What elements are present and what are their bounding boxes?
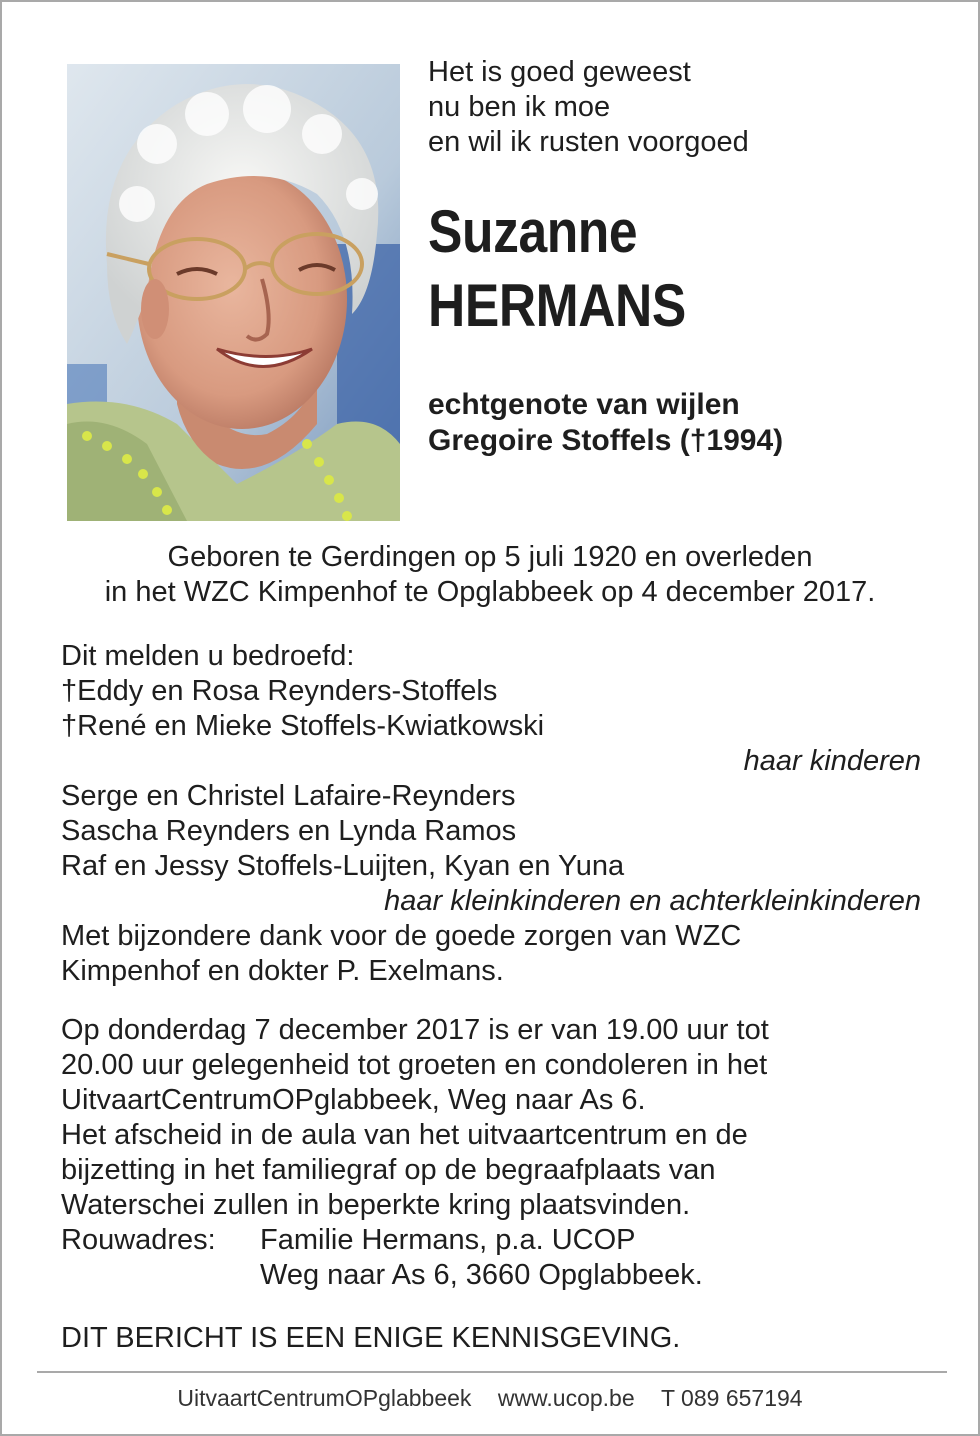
- address-line-2: Weg naar As 6, 3660 Opglabbeek.: [260, 1259, 703, 1291]
- ceremony-line: Op donderdag 7 december 2017 is er van 19.00 uur tot: [61, 1014, 769, 1046]
- family-section: [61, 639, 921, 989]
- ceremony-line: Waterschei zullen in beperkte kring plaatsvinden.: [61, 1189, 691, 1221]
- deceased-name: [428, 195, 948, 343]
- birth-line: Geboren te Gerdingen op 5 juli 1920 en overleden: [167, 541, 813, 573]
- portrait-illustration: [67, 64, 400, 521]
- address-row: [61, 1258, 921, 1293]
- last-name: HERMANS: [428, 272, 686, 339]
- thanks-line: Met bijzondere dank voor de goede zorgen van WZC: [61, 920, 742, 952]
- address-row: [61, 1223, 921, 1258]
- grandchild-line: Sascha Reynders en Lynda Ramos: [61, 815, 517, 847]
- ceremony-line: Het afscheid in de aula van het uitvaartcentrum en de: [61, 1119, 748, 1151]
- portrait-photo: [67, 64, 400, 521]
- ceremony-section: [61, 1013, 921, 1293]
- spouse-info: [428, 387, 958, 459]
- notice: [61, 1321, 921, 1356]
- footer-divider: [37, 1371, 947, 1373]
- footer-website[interactable]: www.ucop.be: [497, 1385, 635, 1411]
- ceremony-line: 20.00 uur gelegenheid tot groeten en condoleren in het: [61, 1049, 768, 1081]
- notice-text: DIT BERICHT IS EEN ENIGE KENNISGEVING.: [61, 1322, 681, 1354]
- child-line: †Eddy en Rosa Reynders-Stoffels: [61, 675, 498, 707]
- ceremony-line: bijzetting in het familiegraf op de begraafplaats van: [61, 1154, 716, 1186]
- poem-line: nu ben ik moe: [428, 91, 611, 123]
- address-spacer: [61, 1258, 260, 1293]
- spouse-line: echtgenote van wijlen: [428, 388, 740, 421]
- thanks-line: Kimpenhof en dokter P. Exelmans.: [61, 955, 504, 987]
- poem-line: en wil ik rusten voorgoed: [428, 126, 749, 158]
- footer-company: UitvaartCentrumOPglabbeek: [177, 1385, 472, 1411]
- poem-line: Het is goed geweest: [428, 56, 691, 88]
- children-label: haar kinderen: [743, 745, 921, 777]
- grandchildren-label: haar kleinkinderen en achterkleinkinderen: [384, 885, 921, 917]
- death-line: in het WZC Kimpenhof te Opglabbeek op 4 december 2017.: [104, 576, 876, 608]
- footer: [2, 1383, 978, 1413]
- footer-phone: T 089 657194: [661, 1385, 803, 1411]
- child-line: †René en Mieke Stoffels-Kwiatkowski: [61, 710, 545, 742]
- first-name: Suzanne: [428, 198, 638, 265]
- grandchild-line: Raf en Jessy Stoffels-Luijten, Kyan en Yuna: [61, 850, 625, 882]
- ceremony-line: UitvaartCentrumOPglabbeek, Weg naar As 6.: [61, 1084, 646, 1116]
- spouse-line: Gregoire Stoffels (†1994): [428, 424, 784, 457]
- address-line-1: Familie Hermans, p.a. UCOP: [260, 1224, 636, 1256]
- birth-death-info: [2, 540, 978, 610]
- poem: [428, 55, 948, 160]
- address-label: Rouwadres:: [61, 1224, 216, 1256]
- grandchild-line: Serge en Christel Lafaire-Reynders: [61, 780, 516, 812]
- family-intro: Dit melden u bedroefd:: [61, 640, 355, 672]
